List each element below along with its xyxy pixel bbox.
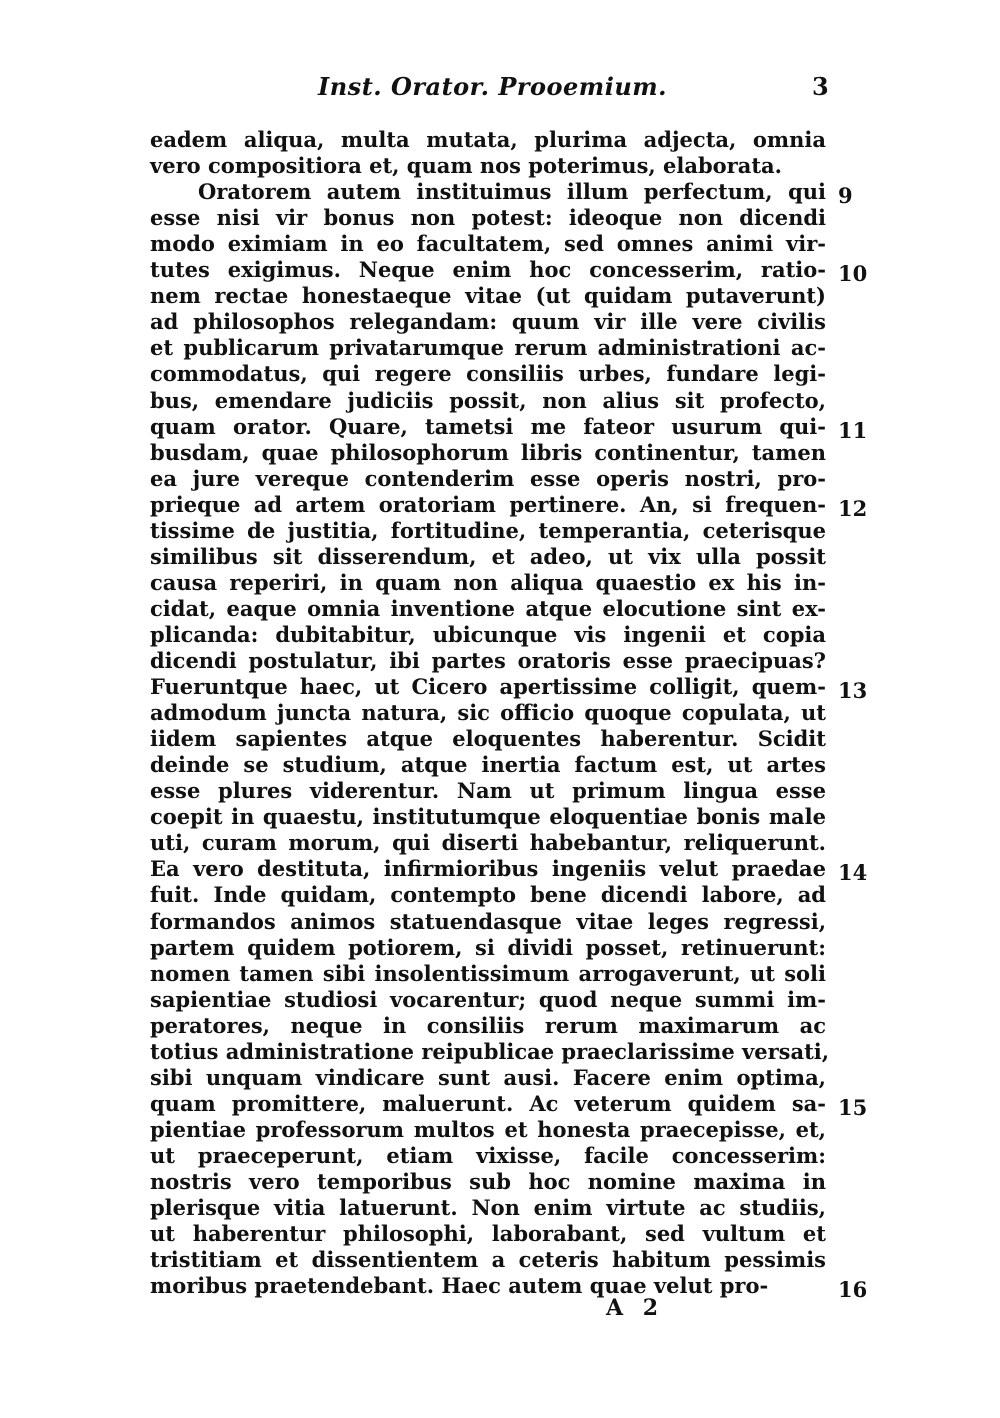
text-line: pientiae professorum multos et honesta praecepisse, et,	[150, 1116, 826, 1142]
text-line: tissime de justitia, fortitudine, temperantia, ceterisque	[150, 517, 826, 543]
text-line: et publicarum privatarumque rerum administrationi ac-	[150, 335, 826, 361]
section-number: 10	[838, 261, 868, 287]
text-line: partem quidem potiorem, si dividi posset, retinuerunt:	[150, 934, 826, 960]
text-line: esse nisi vir bonus non potest: ideoque non dicendi	[150, 205, 826, 231]
text-line: deinde se studium, atque inertia factum est, ut artes	[150, 752, 826, 778]
page-number: 3	[812, 72, 829, 101]
text-line: dicendi postulatur, ibi partes oratoris esse praecipuas?	[150, 648, 826, 673]
section-number: 9	[838, 183, 853, 209]
text-line: sapientiae studiosi vocarentur; quod neque summi im-	[150, 986, 826, 1012]
text-line: sibi unquam vindicare sunt ausi. Facere enim optima,	[150, 1064, 826, 1090]
text-line: esse plures viderentur. Nam ut primum lingua esse	[150, 778, 826, 804]
text-line: cidat, eaque omnia inventione atque elocutione sint ex-	[150, 595, 826, 621]
text-line: eadem aliqua, multa mutata, plurima adjecta, omnia	[150, 127, 826, 152]
text-line: Oratorem autem instituimus illum perfectum, qui	[198, 179, 826, 205]
text-line: commodatus, qui regere consiliis urbes, fundare legi-	[150, 361, 826, 387]
text-line: ut haberentur philosophi, laborabant, sed vultum et	[150, 1221, 826, 1247]
text-line: vero compositiora et, quam nos poterimus, elaborata.	[150, 153, 782, 179]
section-number: 15	[838, 1094, 868, 1120]
text-line: plerisque vitia latuerunt. Non enim virtute ac studiis,	[150, 1195, 826, 1221]
section-number: 12	[838, 495, 868, 521]
section-number: 13	[838, 678, 868, 704]
text-line: nem rectae honestaeque vitae (ut quidam putaverunt)	[150, 283, 826, 309]
text-line: quam orator. Quare, tametsi me fateor usurum qui-	[150, 413, 826, 439]
section-number: 16	[838, 1277, 868, 1303]
text-line: busdam, quae philosophorum libris continentur, tamen	[150, 439, 826, 465]
text-line: similibus sit disserendum, et adeo, ut vix ulla possit	[150, 543, 826, 569]
text-line: coepit in quaestu, institutumque eloquentiae bonis male	[150, 804, 826, 830]
text-line: fuit. Inde quidam, contempto bene dicendi labore, ad	[150, 882, 826, 908]
text-line: plicanda: dubitabitur, ubicunque vis ingenii et copia	[150, 621, 826, 647]
text-line: ad philosophos relegandam: quum vir ille vere civilis	[150, 309, 826, 335]
running-header: Inst. Orator. Prooemium.	[318, 72, 668, 101]
section-number: 14	[838, 860, 868, 886]
text-line: tristitiam et dissentientem a ceteris habitum pessimis	[150, 1247, 826, 1273]
text-line: Fueruntque haec, ut Cicero apertissime colligit, quem-	[150, 674, 826, 700]
text-line: tutes exigimus. Neque enim hoc concesserim, ratio-	[150, 257, 826, 283]
text-line: modo eximiam in eo facultatem, sed omnes animi vir-	[150, 231, 826, 257]
text-line: moribus praetendebant. Haec autem quae velut pro-	[150, 1273, 769, 1299]
text-line: ut praeceperunt, etiam vixisse, facile concesserim:	[150, 1142, 826, 1168]
text-line: iidem sapientes atque eloquentes haberentur. Scidit	[150, 726, 826, 752]
text-line: bus, emendare judiciis possit, non alius sit profecto,	[150, 387, 826, 413]
text-line: admodum juncta natura, sic officio quoque copulata, ut	[150, 700, 826, 726]
text-line: uti, curam morum, qui diserti habebantur, reliquerunt.	[150, 830, 826, 856]
text-line: causa reperiri, in quam non aliqua quaestio ex his in-	[150, 569, 826, 595]
text-line: peratores, neque in consiliis rerum maximarum ac	[150, 1012, 826, 1038]
text-line: ea jure vereque contenderim esse operis nostri, pro-	[150, 465, 826, 491]
text-line: totius administratione reipublicae praeclarissime versati,	[150, 1038, 830, 1064]
text-line: nomen tamen sibi insolentissimum arrogaverunt, ut soli	[150, 960, 826, 986]
text-line: Ea vero destituta, infirmioribus ingeniis velut praedae	[150, 856, 826, 882]
printer-signature: A 2	[606, 1295, 665, 1321]
text-line: nostris vero temporibus sub hoc nomine maxima in	[150, 1169, 826, 1194]
section-number: 11	[838, 417, 868, 443]
text-line: prieque ad artem oratoriam pertinere. An, si frequen-	[150, 491, 826, 517]
text-line: quam promittere, maluerunt. Ac veterum quidem sa-	[150, 1090, 826, 1116]
text-line: formandos animos statuendasque vitae leges regressi,	[150, 908, 826, 934]
